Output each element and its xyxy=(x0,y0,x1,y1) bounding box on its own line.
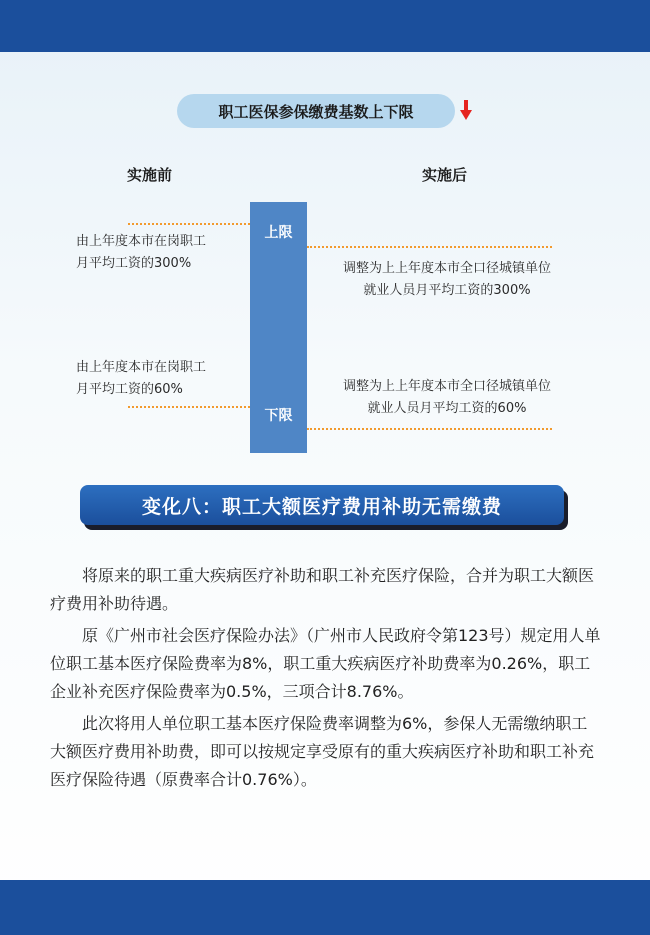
before-lower-dotted-line xyxy=(128,406,250,408)
change-banner xyxy=(80,485,564,525)
after-lower-dotted-line xyxy=(307,428,552,430)
paragraph-3: 此次将用人单位职工基本医疗保险费率调整为6%，参保人无需缴纳职工大额医疗费用补助费，即可以按规定享受原有的重大疾病医疗补助和职工补充医疗保险待遇（原费率合计0.76%）。 xyxy=(50,714,595,789)
top-decor-bar xyxy=(0,0,650,52)
banner-title: 变化八：职工大额医疗费用补助无需缴费 xyxy=(141,495,502,518)
before-lower-note xyxy=(76,357,206,401)
after-heading: 实施后 xyxy=(422,166,468,184)
after-lower-note-line1: 调整为上上年度本市全口径城镇单位 xyxy=(342,379,551,394)
after-lower-note xyxy=(318,376,576,420)
lower-limit-label: 下限 xyxy=(264,408,293,424)
section-title: 职工医保参保缴费基数上下限 xyxy=(218,102,414,121)
after-upper-dotted-line xyxy=(307,246,552,248)
upper-limit-label: 上限 xyxy=(264,225,293,241)
after-upper-note xyxy=(318,258,576,302)
before-upper-note-line2: 月平均工资的300% xyxy=(76,256,192,271)
before-upper-note-line1: 由上年度本市在岗职工 xyxy=(76,234,207,249)
before-heading: 实施前 xyxy=(127,166,173,184)
before-upper-note xyxy=(76,231,206,275)
section-title-pill xyxy=(177,94,455,128)
before-lower-note-line1: 由上年度本市在岗职工 xyxy=(76,360,207,375)
after-upper-note-line1: 调整为上上年度本市全口径城镇单位 xyxy=(342,261,551,276)
body-text xyxy=(50,562,602,798)
after-upper-note-line2: 就业人员月平均工资的300% xyxy=(363,283,531,298)
before-lower-note-line2: 月平均工资的60% xyxy=(76,382,183,397)
paragraph-1: 将原来的职工重大疾病医疗补助和职工补充医疗保险，合并为职工大额医疗费用补助待遇。 xyxy=(50,566,595,613)
paragraph-2: 原《广州市社会医疗保险办法》（广州市人民政府令第123号）规定用人单位职工基本医疗保险费率为8%，职工重大疾病医疗补助费率为0.26%，职工企业补充医疗保险费率为0.5%，三项合计8.76%。 xyxy=(50,626,601,701)
down-arrow-icon xyxy=(460,98,472,122)
before-upper-dotted-line xyxy=(128,223,250,225)
after-lower-note-line2: 就业人员月平均工资的60% xyxy=(367,401,527,416)
bottom-decor-bar xyxy=(0,880,650,935)
